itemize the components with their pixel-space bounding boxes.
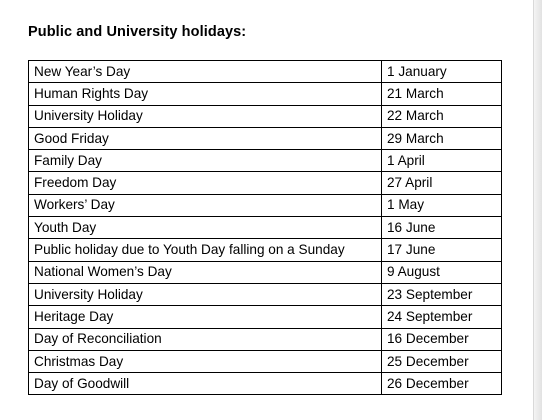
- holiday-name-cell: National Women’s Day: [29, 261, 382, 283]
- holiday-date-cell: 27 April: [382, 172, 502, 194]
- table-row: [29, 150, 502, 172]
- holiday-name-cell: Good Friday: [29, 127, 382, 149]
- holiday-name-cell: Public holiday due to Youth Day falling on a Sunday: [29, 239, 382, 261]
- holiday-date-cell: 23 September: [382, 283, 502, 305]
- holiday-name-cell: Day of Reconciliation: [29, 328, 382, 350]
- holiday-date-cell: 24 September: [382, 306, 502, 328]
- holidays-table: [28, 60, 502, 395]
- holiday-name-cell: Family Day: [29, 150, 382, 172]
- table-row: [29, 61, 502, 83]
- table-row: [29, 373, 502, 395]
- holiday-name-cell: Freedom Day: [29, 172, 382, 194]
- holiday-date-cell: 16 December: [382, 328, 502, 350]
- holiday-name-cell: Heritage Day: [29, 306, 382, 328]
- holiday-date-cell: 29 March: [382, 127, 502, 149]
- holiday-name-cell: University Holiday: [29, 283, 382, 305]
- holidays-table-body: [29, 61, 502, 395]
- holiday-name-cell: Human Rights Day: [29, 83, 382, 105]
- table-row: [29, 127, 502, 149]
- holiday-name-cell: Day of Goodwill: [29, 373, 382, 395]
- holiday-date-cell: 25 December: [382, 350, 502, 372]
- page-edge-shadow: [533, 0, 542, 420]
- table-row: [29, 105, 502, 127]
- table-row: [29, 283, 502, 305]
- holiday-date-cell: 9 August: [382, 261, 502, 283]
- holiday-date-cell: 26 December: [382, 373, 502, 395]
- table-row: [29, 83, 502, 105]
- holiday-date-cell: 21 March: [382, 83, 502, 105]
- holiday-date-cell: 17 June: [382, 239, 502, 261]
- holiday-name-cell: Christmas Day: [29, 350, 382, 372]
- holiday-date-cell: 22 March: [382, 105, 502, 127]
- table-row: [29, 350, 502, 372]
- table-row: [29, 261, 502, 283]
- holiday-name-cell: New Year’s Day: [29, 61, 382, 83]
- holiday-date-cell: 1 April: [382, 150, 502, 172]
- holiday-name-cell: Workers’ Day: [29, 194, 382, 216]
- table-row: [29, 194, 502, 216]
- table-row: [29, 306, 502, 328]
- holiday-date-cell: 16 June: [382, 217, 502, 239]
- holiday-name-cell: Youth Day: [29, 217, 382, 239]
- table-row: [29, 328, 502, 350]
- page-heading: Public and University holidays:: [28, 24, 247, 40]
- holiday-date-cell: 1 January: [382, 61, 502, 83]
- table-row: [29, 217, 502, 239]
- table-row: [29, 239, 502, 261]
- table-row: [29, 172, 502, 194]
- holiday-name-cell: University Holiday: [29, 105, 382, 127]
- holiday-date-cell: 1 May: [382, 194, 502, 216]
